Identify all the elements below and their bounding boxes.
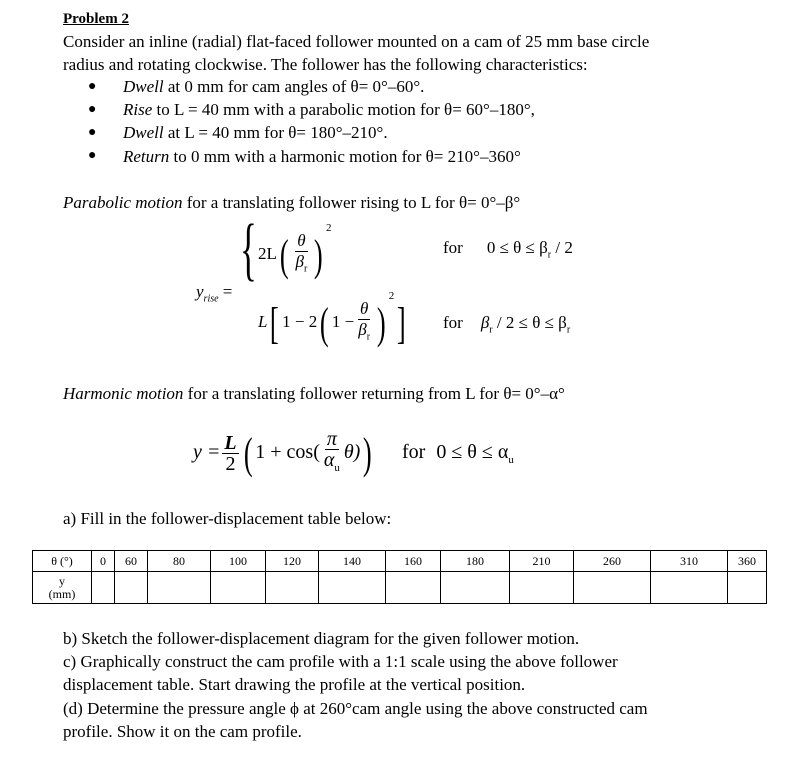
angle-cell: 310 [651,551,728,572]
angle-cell: 210 [510,551,574,572]
bullet-item: Return to 0 mm with a harmonic motion for θ= 210°–360° [123,147,521,166]
part-d-line-1: (d) Determine the pressure angle ϕ at 260°cam angle using the above constructed cam [63,699,648,718]
harmonic-equation: y = $\frac{L}{2}$ ( 1 + cos( $\frac{\pi}{\alpha_u}$ θ)) for $0 \le \theta \le \alpha_u$ [193,428,514,478]
part-c-line-2: displacement table. Start drawing the profile at the vertical position. [63,675,526,694]
angle-cell: 80 [148,551,211,572]
bullet-item: Dwell at 0 mm for cam angles of θ= 0°–60°. [123,77,425,96]
header-cell: θ (°) [33,551,92,572]
y-cell[interactable] [115,572,148,604]
intro-line-1: Consider an inline (radial) flat-faced follower mounted on a cam of 25 mm base circle [63,32,650,51]
angle-cell: 160 [386,551,441,572]
y-cell[interactable] [211,572,266,604]
displacement-table [32,550,767,604]
table-row [33,572,767,604]
y-cell[interactable] [510,572,574,604]
y-cell[interactable] [148,572,211,604]
angle-cell: 100 [211,551,266,572]
header-cell: y (mm) [33,572,92,604]
intro-line-2: radius and rotating clockwise. The follower has the following characteristics: [63,55,588,74]
y-cell[interactable] [728,572,767,604]
part-a: a) Fill in the follower-displacement table below: [63,509,392,528]
angle-cell: 140 [319,551,386,572]
y-cell[interactable] [92,572,115,604]
bullet-item: Rise to L = 40 mm with a parabolic motion for θ= 60°–180°, [123,100,535,119]
part-b: b) Sketch the follower-displacement diagram for the given follower motion. [63,629,580,648]
y-cell[interactable] [651,572,728,604]
y-cell[interactable] [441,572,510,604]
problem-title: Problem 2 [63,11,129,27]
angle-cell: 0 [92,551,115,572]
angle-cell: 360 [728,551,767,572]
angle-cell: 260 [574,551,651,572]
angle-cell: 180 [441,551,510,572]
angle-cell: 120 [266,551,319,572]
table-row [33,551,767,572]
part-c-line-1: c) Graphically construct the cam profile with a 1:1 scale using the above follower [63,652,618,671]
y-cell[interactable] [386,572,441,604]
parabolic-heading: Parabolic motion for a translating follower rising to L for θ= 0°–β° [63,193,521,212]
bullet-item: Dwell at L = 40 mm for θ= 180°–210°. [123,123,388,142]
harmonic-heading: Harmonic motion for a translating follower returning from L for θ= 0°–α° [63,384,565,403]
y-cell[interactable] [266,572,319,604]
angle-cell: 60 [115,551,148,572]
y-cell[interactable] [319,572,386,604]
y-cell[interactable] [574,572,651,604]
part-d-line-2: profile. Show it on the cam profile. [63,722,302,741]
